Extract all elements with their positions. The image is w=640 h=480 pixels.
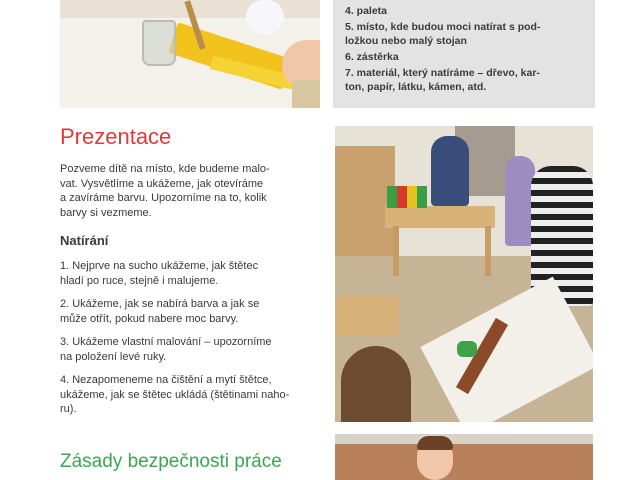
step-line: 4. Nezapomeneme na čištění a mytí štětce, (60, 374, 272, 386)
step-line: 2. Ukážeme, jak se nabírá barva a jak se (60, 298, 260, 310)
step-line: ru). (60, 403, 77, 415)
step-line: na položení levé ruky. (60, 350, 167, 363)
natirani-heading: Natírání (60, 233, 109, 248)
step-line: může otřít, pokud nabere moc barvy. (60, 312, 239, 325)
natirani-step (60, 373, 328, 417)
painting-photo-top (60, 0, 320, 108)
zasady-heading: Zásady bezpečnosti práce (60, 451, 282, 472)
intro-line: barvy si vezmeme. (60, 206, 152, 219)
prezentace-intro (60, 162, 322, 220)
prezentace-heading: Prezentace (60, 124, 172, 149)
intro-line: Pozveme dítě na místo, kde budeme malo- (60, 163, 270, 175)
materials-item: ton, papír, látku, kámen, atd. (345, 81, 487, 93)
materials-item: 7. materiál, který natíráme – dřevo, kar- (345, 67, 540, 79)
intro-line: a zavíráme barvu. Upozorníme na to, kolik (60, 192, 267, 204)
step-line: hladí po ruce, stejně i malujeme. (60, 274, 219, 287)
natirani-step (60, 259, 328, 288)
materials-box (333, 0, 595, 108)
intro-line: vat. Vysvětlíme a ukážeme, jak otevíráme (60, 177, 264, 190)
step-line: ukážeme, jak se štětec ukládá (štětinami naho- (60, 388, 290, 401)
materials-item: 4. paleta (345, 5, 388, 17)
materials-item: 6. zástěrka (345, 51, 399, 63)
step-line: 1. Nejprve na sucho ukážeme, jak štětec (60, 260, 259, 272)
materials-item: 5. místo, kde budou moci natírat s pod- (345, 21, 541, 33)
classroom-photo (335, 126, 593, 422)
materials-item: ložkou nebo malý stojan (345, 35, 467, 47)
natirani-step (60, 335, 328, 364)
natirani-step (60, 297, 328, 326)
step-line: 3. Ukážeme vlastní malování – upozorníme (60, 336, 272, 348)
child-photo-bottom (335, 434, 593, 480)
